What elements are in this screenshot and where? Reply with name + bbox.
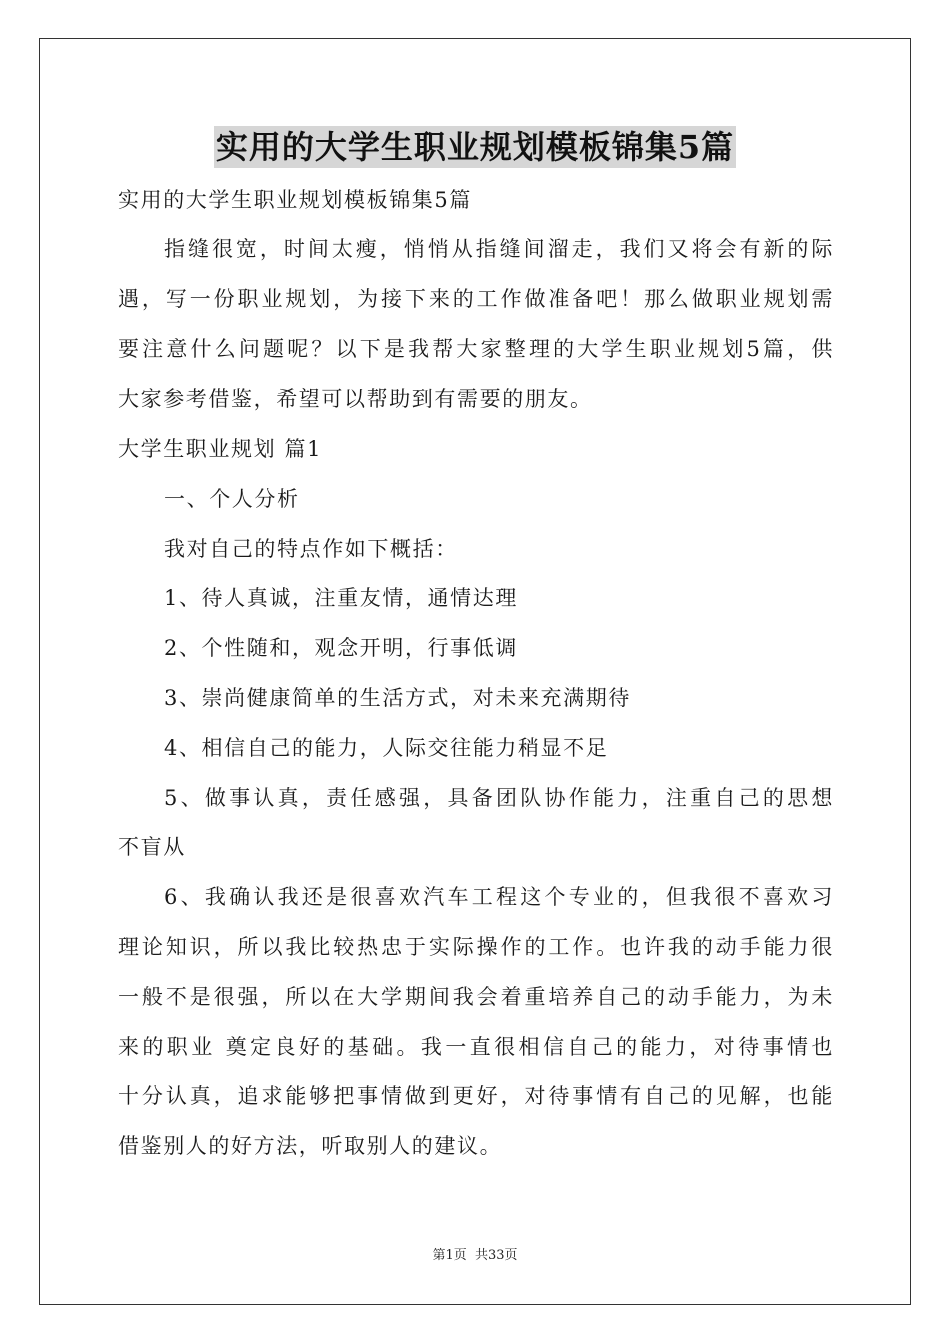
list-item: 5、做事认真，责任感强，具备团队协作能力，注重自己的思想 [164,786,834,810]
document-subtitle: 实用的大学生职业规划模板锦集5篇 [118,188,472,212]
intro-line: 指缝很宽，时间太瘦，悄悄从指缝间溜走，我们又将会有新的际 [164,237,834,261]
section-heading: 大学生职业规划 篇1 [118,437,323,461]
page-footer [0,1247,950,1265]
list-item: 3、崇尚健康简单的生活方式，对未来充满期待 [164,686,631,710]
list-item-continuation: 来的职业 奠定良好的基础。我一直很相信自己的能力，对待事情也 [118,1035,834,1059]
document-title: 实用的大学生职业规划模板锦集5篇 [215,128,735,166]
list-item-continuation: 十分认真，追求能够把事情做到更好，对待事情有自己的见解，也能 [118,1084,834,1108]
list-item-continuation: 不盲从 [118,835,186,859]
title-container [0,126,950,168]
page-border [39,38,911,1305]
intro-line: 要注意什么问题呢？以下是我帮大家整理的大学生职业规划5篇，供 [118,337,834,361]
list-item: 6、我确认我还是很喜欢汽车工程这个专业的，但我很不喜欢习 [164,885,834,909]
intro-line: 大家参考借鉴，希望可以帮助到有需要的朋友。 [118,387,593,411]
intro-line: 遇，写一份职业规划，为接下来的工作做准备吧！那么做职业规划需 [118,287,834,311]
summary-intro: 我对自己的特点作如下概括： [164,537,458,561]
list-item: 4、相信自己的能力，人际交往能力稍显不足 [164,736,609,760]
page-number: 第1页 [432,1248,467,1263]
list-item-continuation: 一般不是很强，所以在大学期间我会着重培养自己的动手能力，为未 [118,985,834,1009]
list-item: 2、个性随和，观念开明，行事低调 [164,636,518,660]
part-heading: 一、个人分析 [164,487,300,511]
list-item: 1、待人真诚，注重友情，通情达理 [164,586,518,610]
list-item-continuation: 借鉴别人的好方法，听取别人的建议。 [118,1134,503,1158]
total-pages: 共33页 [474,1248,518,1263]
list-item-continuation: 理论知识，所以我比较热忠于实际操作的工作。也许我的动手能力很 [118,935,834,959]
